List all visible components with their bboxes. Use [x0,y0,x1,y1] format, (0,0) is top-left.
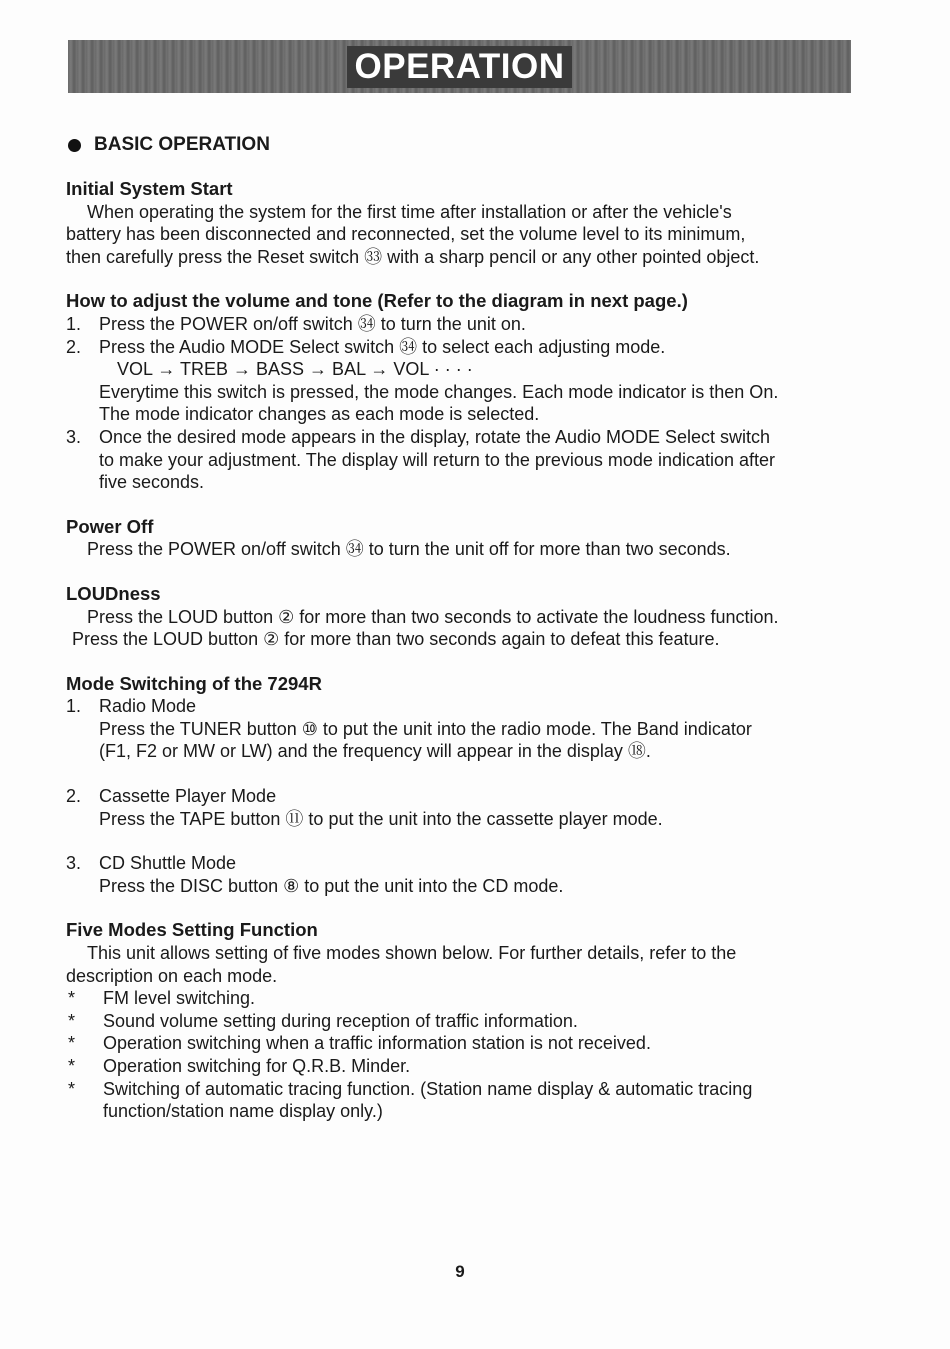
list-item-text: Switching of automatic tracing function. (Station name display & automatic tracing [103,1078,753,1099]
content [66,178,856,1123]
mode-title: CD Shuttle Mode [99,853,237,874]
volume-heading: How to adjust the volume and tone (Refer to the diagram in next page.) [66,290,688,312]
section-title: BASIC OPERATION [94,134,270,155]
loudness-line: Press the LOUD button ② for more than two seconds again to defeat this feature. [72,629,720,650]
asterisk-icon: * [68,1078,76,1099]
list-item-text: Sound volume setting during reception of traffic information. [103,1010,578,1031]
mode-item [66,695,856,763]
mode-line: Press the TAPE button ⑪ to put the unit into the cassette player mode. [99,808,663,829]
page-number: 9 [455,1262,465,1281]
asterisk-icon: * [68,1010,76,1031]
five-modes-intro: This unit allows setting of five modes shown below. For further details, refer to the [87,943,737,964]
five-modes-heading: Five Modes Setting Function [66,919,318,941]
step-line: to make your adjustment. The display will return to the previous mode indication after [99,449,776,470]
list-item-text: Operation switching when a traffic information station is not received. [103,1033,651,1054]
mode-number: 1. [66,696,82,717]
step-line: Press the Audio MODE Select switch ㉞ to select each adjusting mode. [99,336,666,357]
step-line: Once the desired mode appears in the display, rotate the Audio MODE Select switch [99,426,771,447]
list-item [66,1078,856,1123]
step-number: 2. [66,336,82,357]
volume-step [66,313,856,336]
volume-step [66,336,856,426]
bullet-dot-icon [68,139,81,152]
asterisk-icon: * [68,988,76,1009]
mode-line: Press the TUNER button ⑩ to put the unit into the radio mode. The Band indicator [99,718,752,739]
list-item-text: FM level switching. [103,988,256,1009]
step-number: 3. [66,426,82,447]
step-line: Everytime this switch is pressed, the mode changes. Each mode indicator is then On. [99,381,779,402]
initial-line: battery has been disconnected and reconnected, set the volume level to its minimum, [66,224,746,245]
asterisk-icon: * [68,1056,76,1076]
step-line: Press the POWER on/off switch ㉞ to turn the unit on. [99,313,526,334]
five-modes-intro: description on each mode. [66,965,278,986]
list-item-text: Operation switching for Q.R.B. Minder. [103,1056,411,1076]
mode-item [66,852,856,897]
mode-number: 3. [66,853,82,874]
mode-line: Press the DISC button ⑧ to put the unit into the CD mode. [99,875,564,896]
section-heading [68,134,270,156]
page-banner [68,40,851,93]
list-item-text: function/station name display only.) [103,1101,383,1122]
mode-switching-heading: Mode Switching of the 7294R [66,672,322,694]
mode-title: Cassette Player Mode [99,786,277,807]
step-line: five seconds. [99,472,205,493]
loudness-heading: LOUDness [66,582,161,604]
initial-line: When operating the system for the first time after installation or after the vehicle's [87,201,732,222]
power-off-line: Press the POWER on/off switch ㉞ to turn the unit off for more than two seconds. [87,539,731,560]
page-title: OPERATION [347,46,573,88]
volume-step [66,426,856,494]
mode-number: 2. [66,786,82,807]
list-item [66,987,856,1010]
power-off-heading: Power Off [66,515,154,537]
list-item [66,1010,856,1033]
initial-heading: Initial System Start [66,178,233,199]
step-number: 1. [66,313,82,334]
mode-item [66,785,856,830]
mode-sequence: VOL → TREB → BASS → BAL → VOL · · · · [117,359,473,380]
list-item [66,1032,856,1055]
list-item [66,1055,856,1078]
initial-line: then carefully press the Reset switch ㉝ with a sharp pencil or any other pointed object. [66,246,760,267]
asterisk-icon: * [68,1033,76,1054]
mode-title: Radio Mode [99,696,197,717]
loudness-line: Press the LOUD button ② for more than two seconds to activate the loudness function. [87,606,779,627]
mode-line: (F1, F2 or MW or LW) and the frequency will appear in the display ⑱. [99,741,651,762]
step-line: The mode indicator changes as each mode is selected. [99,404,540,425]
